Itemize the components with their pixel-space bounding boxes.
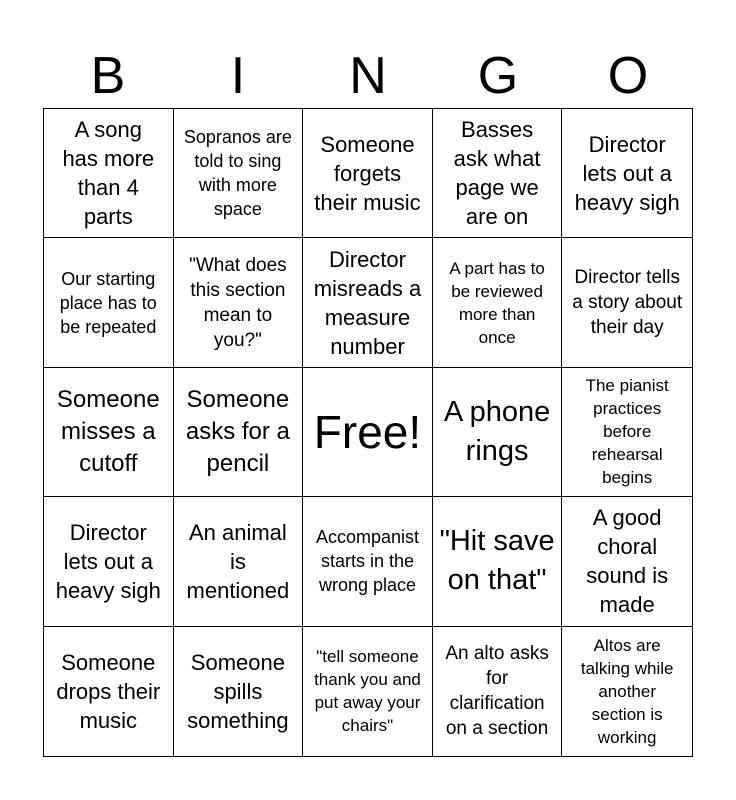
bingo-cell bbox=[303, 238, 433, 367]
bingo-cell bbox=[44, 627, 174, 756]
bingo-cell bbox=[562, 109, 692, 238]
cell-text: Someone drops their music bbox=[56, 649, 161, 733]
bingo-cell bbox=[44, 497, 174, 626]
header-letter-b: B bbox=[90, 47, 126, 105]
cell-text: A phone rings bbox=[443, 395, 551, 467]
bingo-cell bbox=[174, 109, 304, 238]
cell-text: A part has to be reviewed more than once bbox=[449, 258, 545, 347]
header-letter-g: G bbox=[477, 47, 519, 105]
bingo-cell bbox=[562, 627, 692, 756]
cell-text: An alto asks for clarification on a section bbox=[445, 643, 549, 740]
cell-text: Someone misses a cutoff bbox=[56, 385, 160, 477]
cell-text: A good choral sound is made bbox=[586, 505, 669, 618]
cell-text: "What does this section mean to you?" bbox=[189, 254, 287, 351]
cell-text: Accompanist starts in the wrong place bbox=[315, 527, 419, 596]
bingo-header bbox=[43, 44, 693, 108]
cell-text: Someone spills something bbox=[187, 649, 289, 733]
free-space-cell bbox=[303, 368, 433, 497]
cell-text: Sopranos are told to sing with more space bbox=[183, 127, 292, 220]
bingo-cell bbox=[174, 627, 304, 756]
bingo-cell bbox=[174, 368, 304, 497]
cell-text: Director tells a story about their day bbox=[572, 267, 683, 339]
header-letter-i: I bbox=[230, 47, 246, 105]
bingo-cell bbox=[44, 238, 174, 367]
bingo-cell bbox=[44, 109, 174, 238]
free-space-text: Free! bbox=[313, 405, 422, 458]
bingo-cell bbox=[433, 497, 563, 626]
cell-text: Our starting place has to be repeated bbox=[59, 268, 157, 337]
cell-text: A song has more than 4 parts bbox=[62, 117, 155, 230]
cell-text: "Hit save on that" bbox=[439, 525, 555, 597]
bingo-card-grid bbox=[43, 108, 693, 757]
bingo-cell bbox=[433, 368, 563, 497]
bingo-cell bbox=[174, 497, 304, 626]
bingo-cell bbox=[303, 109, 433, 238]
cell-text: An animal is mentioned bbox=[186, 519, 290, 603]
cell-text: Someone forgets their music bbox=[314, 131, 421, 215]
cell-text: The pianist practices before rehearsal begins bbox=[585, 376, 669, 488]
cell-text: "tell someone thank you and put away your chairs" bbox=[314, 647, 421, 736]
cell-text: Basses ask what page we are on bbox=[453, 117, 541, 230]
bingo-cell bbox=[433, 109, 563, 238]
bingo-cell bbox=[303, 497, 433, 626]
cell-text: Someone asks for a pencil bbox=[185, 385, 290, 477]
header-letter-o: O bbox=[607, 47, 649, 105]
bingo-cell bbox=[562, 368, 692, 497]
cell-text: Director lets out a heavy sigh bbox=[574, 131, 680, 215]
bingo-cell bbox=[44, 368, 174, 497]
header-letter-n: N bbox=[349, 47, 387, 105]
cell-text: Director lets out a heavy sigh bbox=[55, 519, 161, 603]
bingo-cell bbox=[562, 497, 692, 626]
bingo-cell bbox=[433, 238, 563, 367]
bingo-cell bbox=[433, 627, 563, 756]
bingo-cell bbox=[562, 238, 692, 367]
bingo-cell bbox=[303, 627, 433, 756]
bingo-cell bbox=[174, 238, 304, 367]
cell-text: Altos are talking while another section is working bbox=[580, 635, 674, 747]
cell-text: Director misreads a measure number bbox=[313, 246, 422, 359]
